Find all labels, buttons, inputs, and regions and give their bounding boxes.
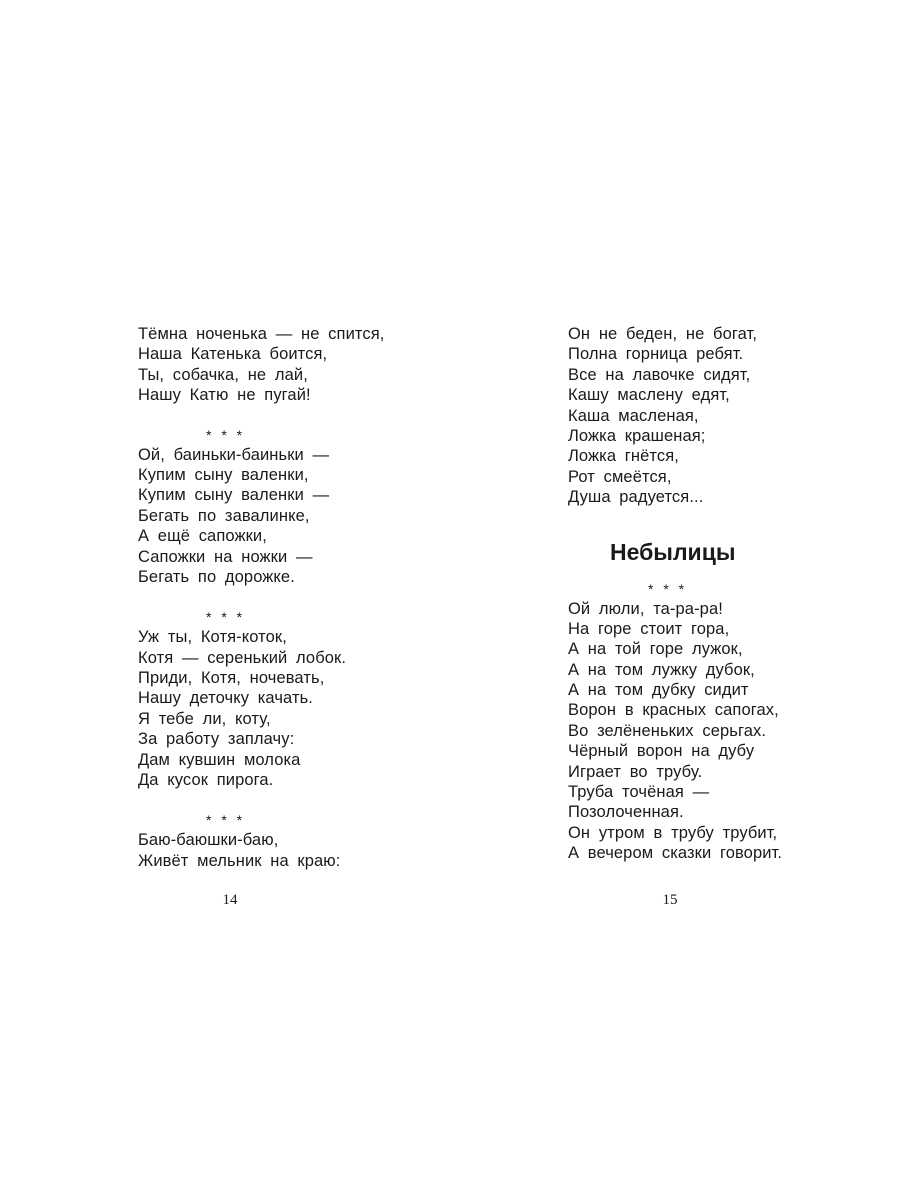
poem-line: Душа радуется... xyxy=(568,488,704,507)
poem-line: А вечером сказки говорит. xyxy=(568,844,783,863)
poem-line: А на той горе лужок, xyxy=(568,640,743,659)
poem-line: Котя — серенький лобок. xyxy=(138,648,347,667)
poem-line: Все на лавочке сидят, xyxy=(568,365,751,384)
poem-temna-nochenka xyxy=(138,324,428,406)
poem-line: Дам кувшин молока xyxy=(138,750,301,769)
poem-line: Баю-баюшки-баю, xyxy=(138,831,279,850)
poem-line: Купим сыну валенки, xyxy=(138,465,309,484)
poem-line: Тёмна ноченька — не спится, xyxy=(138,325,385,343)
poem-line: Сапожки на ножки — xyxy=(138,547,313,566)
stanza-separator: * * * xyxy=(206,812,246,829)
poem-line: Ты, собачка, не лай, xyxy=(138,365,308,384)
poem-line: А на том дубку сидит xyxy=(568,681,749,700)
poem-line: Играет во трубу. xyxy=(568,762,703,781)
poem-line: Да кусок пирога. xyxy=(138,771,274,790)
poem-line: Чёрный ворон на дубу xyxy=(568,742,755,761)
stanza-separator: * * * xyxy=(206,426,246,443)
section-title: Небылицы xyxy=(610,538,736,565)
poem-line: А ещё сапожки, xyxy=(138,527,267,546)
poem-line: Ложка крашеная; xyxy=(568,426,706,445)
poem-line: Ой люли, та-ра-ра! xyxy=(568,599,723,618)
poem-line: За работу заплачу: xyxy=(138,730,295,749)
poem-line: Ой, баиньки-баиньки — xyxy=(138,445,330,464)
poem-line: Купим сыну валенки — xyxy=(138,486,330,505)
poem-bayu-bayushki-continued xyxy=(568,324,868,508)
right-page-text xyxy=(568,324,868,864)
poem-line: Приди, Котя, ночевать, xyxy=(138,669,325,688)
poem-oy-lyuli xyxy=(568,599,868,864)
poem-line: Рот смеётся, xyxy=(568,467,672,486)
poem-line: Живёт мельник на краю: xyxy=(138,851,341,870)
poem-line: Ворон в красных сапогах, xyxy=(568,701,779,720)
poem-line: Уж ты, Котя-коток, xyxy=(138,628,287,647)
page-number: 15 xyxy=(662,892,678,908)
poem-line: Нашу Катю не пугай! xyxy=(138,386,311,405)
poem-kotya-kotok xyxy=(138,627,428,790)
poem-line: Каша масленая, xyxy=(568,406,699,425)
poem-line: Полна горница ребят. xyxy=(568,345,744,364)
stanza-separator: * * * xyxy=(648,580,688,597)
poem-line: Нашу деточку качать. xyxy=(138,689,313,708)
poem-line: Ложка гнётся, xyxy=(568,447,679,466)
poem-line: Наша Катенька боится, xyxy=(138,345,328,364)
right-page xyxy=(450,0,900,1200)
poem-line: На горе стоит гора, xyxy=(568,619,730,638)
poem-line: А на том лужку дубок, xyxy=(568,660,755,679)
page-number: 14 xyxy=(222,892,238,908)
poem-line: Бегать по завалинке, xyxy=(138,506,310,525)
poem-line: Я тебе ли, коту, xyxy=(138,709,271,728)
poem-line: Позолоченная. xyxy=(568,803,684,822)
poem-line: Он не беден, не богат, xyxy=(568,325,758,343)
poem-line: Труба точёная — xyxy=(568,783,710,802)
poem-line: Он утром в трубу трубит, xyxy=(568,823,778,842)
poem-bayu-bayushki xyxy=(138,830,428,871)
poem-bainki xyxy=(138,445,428,588)
poem-line: Кашу маслену едят, xyxy=(568,386,730,405)
left-page-text xyxy=(138,324,428,871)
stanza-separator: * * * xyxy=(206,609,246,626)
poem-line: Во зелёненьких серьгах. xyxy=(568,721,767,740)
poem-line: Бегать по дорожке. xyxy=(138,567,295,586)
